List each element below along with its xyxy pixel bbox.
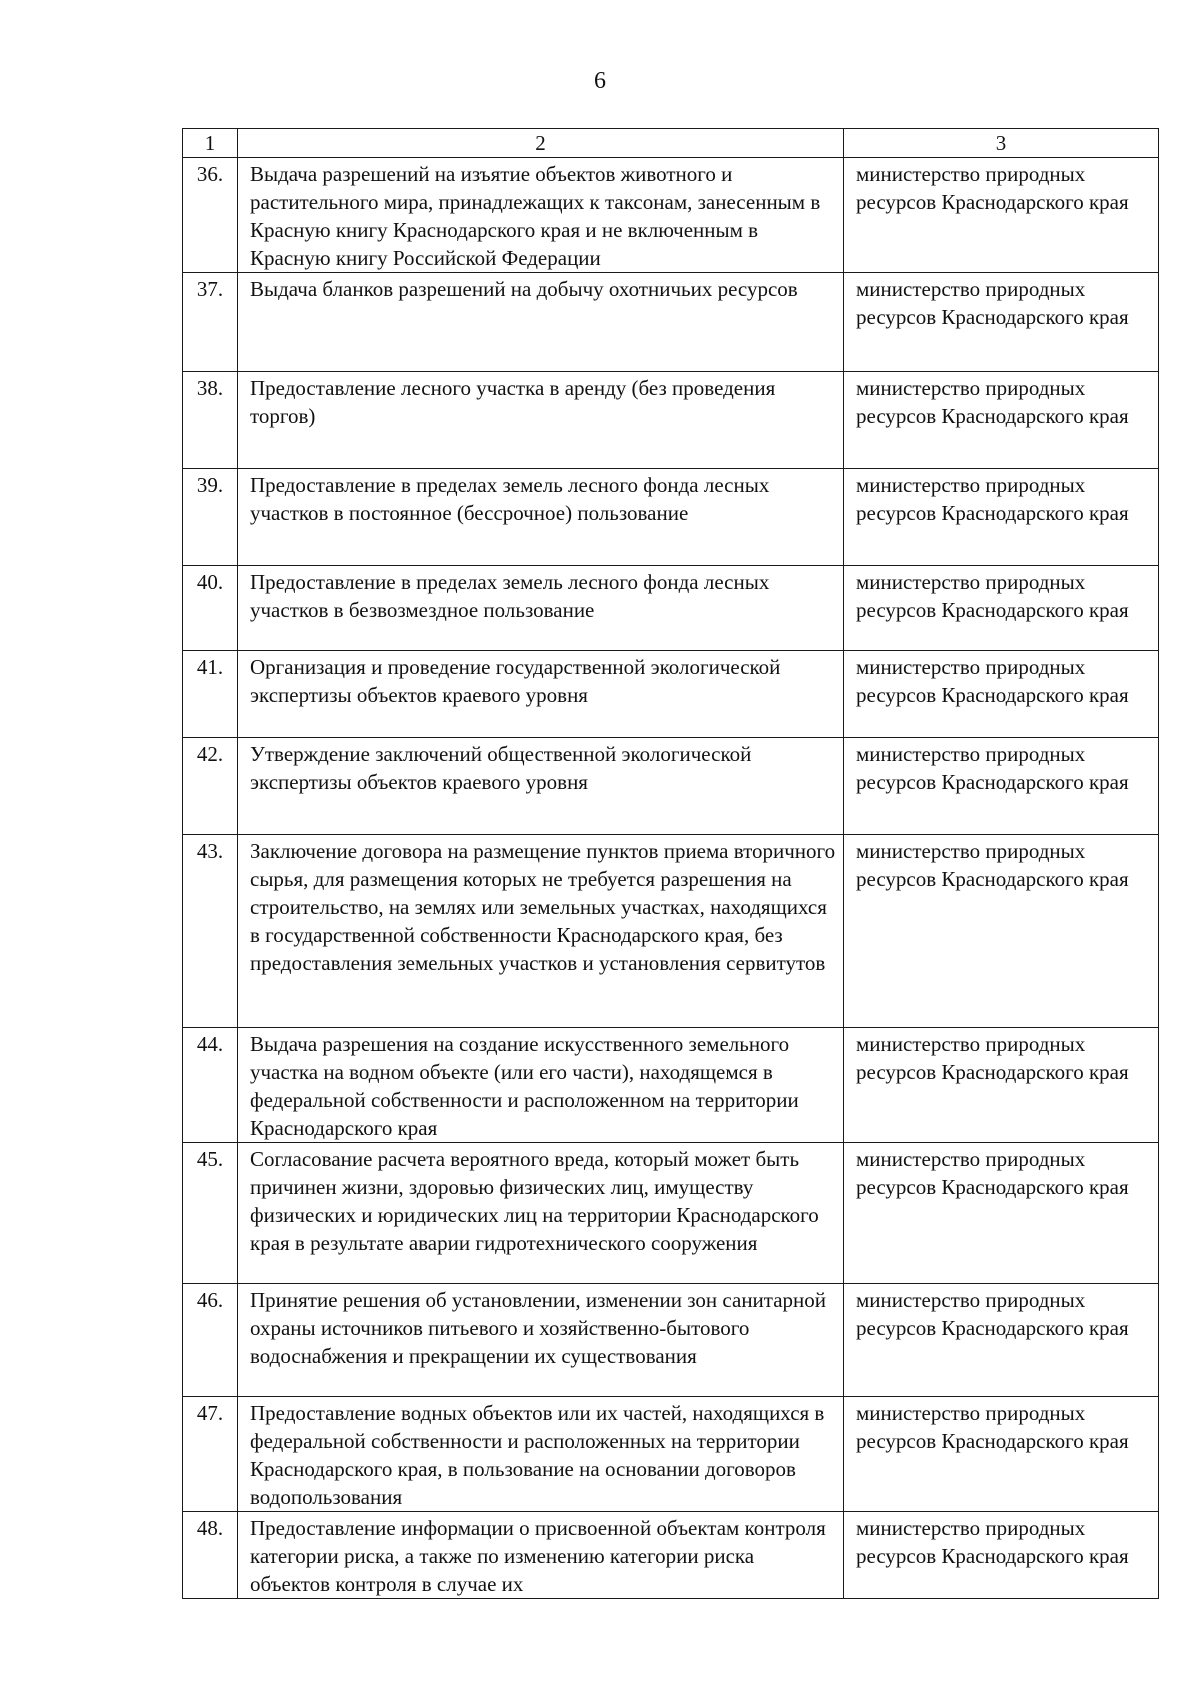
responsible-authority: министерство природных ресурсов Краснодарского края xyxy=(844,1397,1159,1512)
responsible-authority: министерство природных ресурсов Краснодарского края xyxy=(844,1143,1159,1284)
column-header-1: 1 xyxy=(183,129,238,158)
service-description: Согласование расчета вероятного вреда, который может быть причинен жизни, здоровью физических лиц, имуществу физических и юридических лиц на территории Краснодарского края в результате аварии гидротехнического сооружения xyxy=(238,1143,844,1284)
row-number: 38. xyxy=(183,372,238,469)
table-row xyxy=(183,651,1159,738)
row-number: 48. xyxy=(183,1512,238,1599)
table-row xyxy=(183,469,1159,566)
service-description: Организация и проведение государственной экологической экспертизы объектов краевого уровня xyxy=(238,651,844,738)
table-row xyxy=(183,158,1159,273)
table-row xyxy=(183,835,1159,1028)
table-row xyxy=(183,372,1159,469)
row-number: 46. xyxy=(183,1284,238,1397)
responsible-authority: министерство природных ресурсов Краснодарского края xyxy=(844,566,1159,651)
row-number: 36. xyxy=(183,158,238,273)
service-description: Предоставление информации о присвоенной объектам контроля категории риска, а также по изменению категории риска объектов контроля в случае их xyxy=(238,1512,844,1599)
service-description: Предоставление в пределах земель лесного фонда лесных участков в постоянное (бессрочное) пользование xyxy=(238,469,844,566)
column-header-3: 3 xyxy=(844,129,1159,158)
service-description: Предоставление в пределах земель лесного фонда лесных участков в безвозмездное пользование xyxy=(238,566,844,651)
responsible-authority: министерство природных ресурсов Краснодарского края xyxy=(844,738,1159,835)
table-header-row xyxy=(183,129,1159,158)
service-description: Выдача бланков разрешений на добычу охотничьих ресурсов xyxy=(238,273,844,372)
column-header-2: 2 xyxy=(238,129,844,158)
table-row xyxy=(183,1028,1159,1143)
row-number: 45. xyxy=(183,1143,238,1284)
service-description: Выдача разрешения на создание искусственного земельного участка на водном объекте (или его части), находящемся в федеральной собственности и расположенном на территории Краснодарского края xyxy=(238,1028,844,1143)
row-number: 37. xyxy=(183,273,238,372)
responsible-authority: министерство природных ресурсов Краснодарского края xyxy=(844,158,1159,273)
row-number: 42. xyxy=(183,738,238,835)
service-description: Предоставление водных объектов или их частей, находящихся в федеральной собственности и расположенных на территории Краснодарского края, в пользование на основании договоров водопользования xyxy=(238,1397,844,1512)
row-number: 43. xyxy=(183,835,238,1028)
responsible-authority: министерство природных ресурсов Краснодарского края xyxy=(844,469,1159,566)
table-row xyxy=(183,1512,1159,1599)
services-table xyxy=(182,128,1159,1599)
table-row xyxy=(183,273,1159,372)
responsible-authority: министерство природных ресурсов Краснодарского края xyxy=(844,835,1159,1028)
service-description: Выдача разрешений на изъятие объектов животного и растительного мира, принадлежащих к таксонам, занесенным в Красную книгу Краснодарского края и не включенным в Красную книгу Российской Федерации xyxy=(238,158,844,273)
service-description: Принятие решения об установлении, изменении зон санитарной охраны источников питьевого и хозяйственно-бытового водоснабжения и прекращении их существования xyxy=(238,1284,844,1397)
row-number: 47. xyxy=(183,1397,238,1512)
service-description: Утверждение заключений общественной экологической экспертизы объектов краевого уровня xyxy=(238,738,844,835)
row-number: 40. xyxy=(183,566,238,651)
service-description: Предоставление лесного участка в аренду (без проведения торгов) xyxy=(238,372,844,469)
table-row xyxy=(183,1284,1159,1397)
service-description: Заключение договора на размещение пунктов приема вторичного сырья, для размещения которых не требуется разрешения на строительство, на землях или земельных участках, находящихся в государственной собственности Краснодарского края, без предоставления земельных участков и установления сервитутов xyxy=(238,835,844,1028)
row-number: 41. xyxy=(183,651,238,738)
row-number: 44. xyxy=(183,1028,238,1143)
responsible-authority: министерство природных ресурсов Краснодарского края xyxy=(844,273,1159,372)
table-row xyxy=(183,566,1159,651)
table-row xyxy=(183,1397,1159,1512)
responsible-authority: министерство природных ресурсов Краснодарского края xyxy=(844,372,1159,469)
responsible-authority: министерство природных ресурсов Краснодарского края xyxy=(844,1284,1159,1397)
responsible-authority: министерство природных ресурсов Краснодарского края xyxy=(844,1028,1159,1143)
page-number: 6 xyxy=(594,68,606,94)
table-row xyxy=(183,1143,1159,1284)
row-number: 39. xyxy=(183,469,238,566)
responsible-authority: министерство природных ресурсов Краснодарского края xyxy=(844,651,1159,738)
responsible-authority: министерство природных ресурсов Краснодарского края xyxy=(844,1512,1159,1599)
table-row xyxy=(183,738,1159,835)
